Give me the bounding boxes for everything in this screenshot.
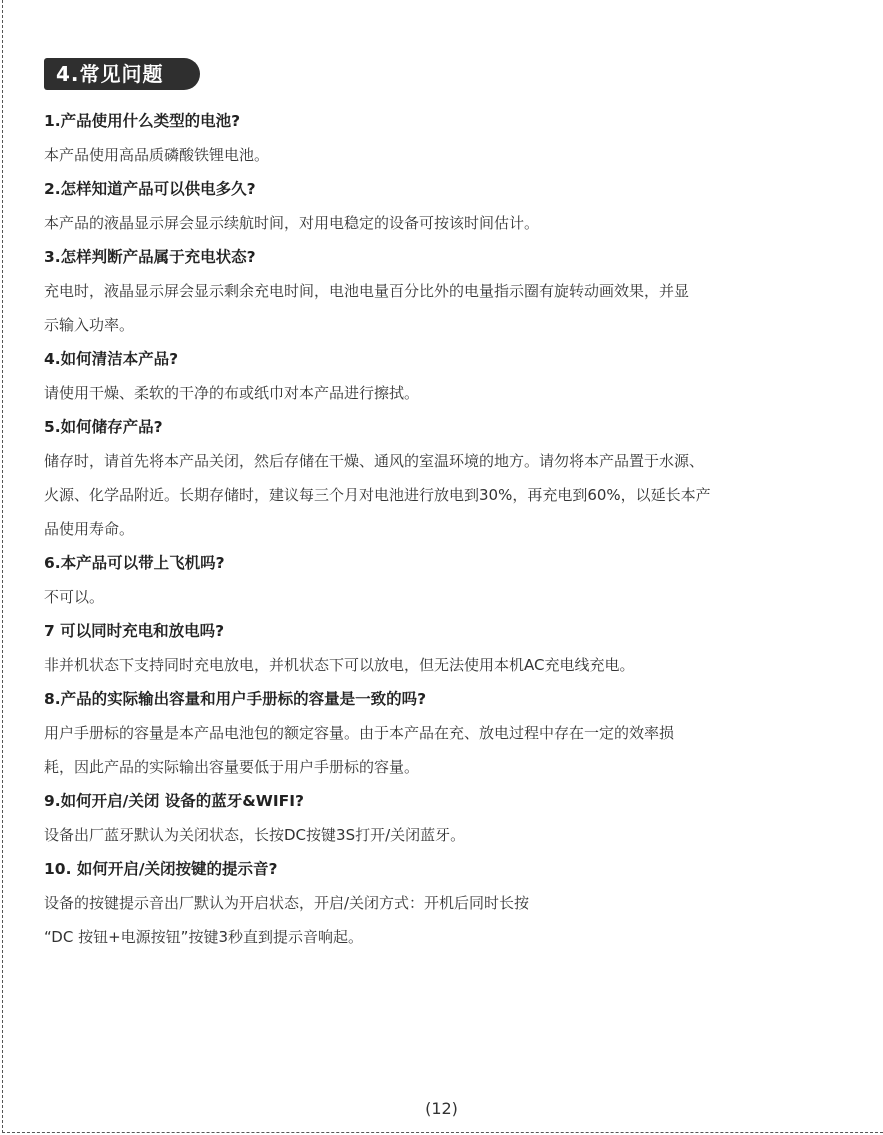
page-number: (12) [425,1099,458,1118]
faq-answer-10-line-1: 设备的按键提示音出厂默认为开启状态，开启/关闭方式：开机后同时长按 [44,894,530,912]
faq-answer-5-line-1: 储存时，请首先将本产品关闭，然后存储在干燥、通风的室温环境的地方。请勿将本产品置于水源、 [44,452,705,470]
faq-answer-9-line-1: 设备出厂蓝牙默认为关闭状态，长按DC按键3S打开/关闭蓝牙。 [44,826,466,844]
faq-answer-5-line-3: 品使用寿命。 [44,520,135,538]
faq-question-10: 10. 如何开启/关闭按键的提示音? [44,860,278,878]
faq-answer-8-line-1: 用户手册标的容量是本产品电池包的额定容量。由于本产品在充、放电过程中存在一定的效率损 [44,724,675,742]
faq-answer-3-line-2: 示输入功率。 [44,316,135,334]
faq-answer-3-line-1: 充电时，液晶显示屏会显示剩余充电时间，电池电量百分比外的电量指示圈有旋转动画效果，并显 [44,282,690,300]
faq-question-2: 2.怎样知道产品可以供电多久? [44,180,256,198]
faq-answer-1-line-1: 本产品使用高品质磷酸铁锂电池。 [44,146,270,164]
faq-answer-2-line-1: 本产品的液晶显示屏会显示续航时间，对用电稳定的设备可按该时间估计。 [44,214,540,232]
faq-question-7: 7 可以同时充电和放电吗? [44,622,225,640]
faq-answer-6-line-1: 不可以。 [44,588,105,606]
section-title: 4.常见问题 [44,58,200,90]
faq-answer-8-line-2: 耗，因此产品的实际输出容量要低于用户手册标的容量。 [44,758,420,776]
faq-question-4: 4.如何清洁本产品? [44,350,179,368]
faq-question-5: 5.如何储存产品? [44,418,163,436]
faq-question-6: 6.本产品可以带上飞机吗? [44,554,225,572]
faq-question-9: 9.如何开启/关闭 设备的蓝牙&WIFI? [44,792,304,810]
page-edge-left [2,0,3,1133]
page-edge-bottom [2,1132,883,1133]
faq-question-1: 1.产品使用什么类型的电池? [44,112,241,130]
faq-answer-7-line-1: 非并机状态下支持同时充电放电，并机状态下可以放电，但无法使用本机AC充电线充电。 [44,656,635,674]
faq-answer-4-line-1: 请使用干燥、柔软的干净的布或纸巾对本产品进行擦拭。 [44,384,420,402]
faq-question-3: 3.怎样判断产品属于充电状态? [44,248,256,266]
faq-list [44,104,844,954]
faq-answer-10-line-2: “DC 按钮+电源按钮”按键3秒直到提示音响起。 [44,928,363,946]
faq-question-8: 8.产品的实际输出容量和用户手册标的容量是一致的吗? [44,690,427,708]
faq-answer-5-line-2: 火源、化学品附近。长期存储时，建议每三个月对电池进行放电到30%，再充电到60%，以延长本产 [44,486,711,504]
